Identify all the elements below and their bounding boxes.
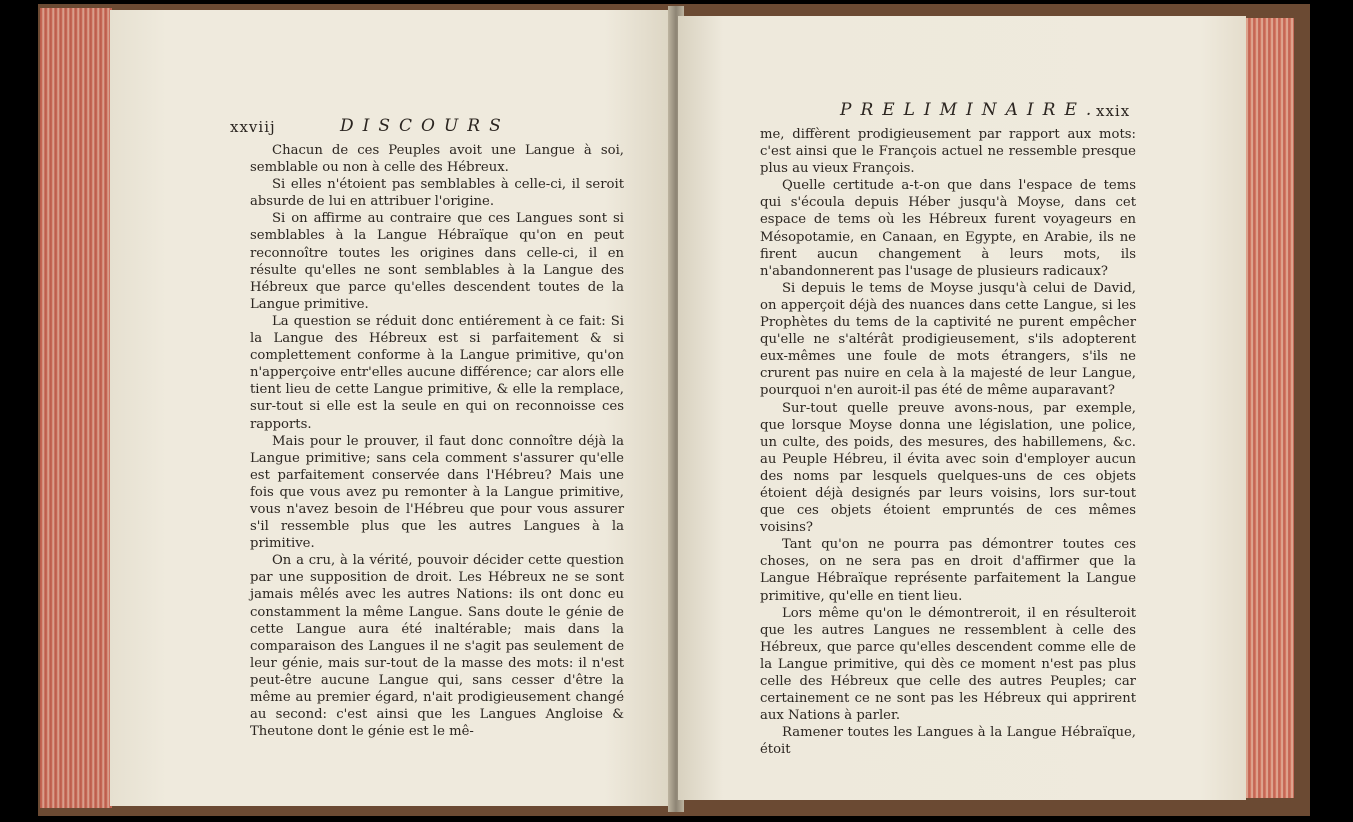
right-page-body [760,126,1136,758]
right-paragraph-7: Ramener toutes les Langues à la Langue Hébraïque, étoit [760,725,1136,758]
left-page-body [250,142,624,740]
left-paragraph-2: Si elles n'étoient pas semblables à celle-ci, il seroit absurde de lui en attribuer l'origine. [250,177,624,210]
right-paragraph-1: me, diffèrent prodigieusement par rapport aux mots: c'est ainsi que le François actuel ne ressemble presque plus au vieux François. [760,127,1136,177]
right-running-title: PRELIMINAIRE. [840,100,1101,120]
page-edges-right [1244,18,1294,798]
right-paragraph-5: Tant qu'on ne pourra pas démontrer toutes ces choses, on ne sera pas en droit d'affirmer que la Langue Hébraïque représente parfaitement la Langue primitive, qu'elle en tient lieu. [760,537,1136,604]
left-running-title: DISCOURS [340,116,510,136]
right-paragraph-4: Sur-tout quelle preuve avons-nous, par exemple, que lorsque Moyse donna une législation, une police, un culte, des poids, des mesures, des habillemens, &c. au Peuple Hébreu, il évita avec soin d'employer aucun des noms par lesquels quelques-uns de ces objets étoient déjà designés par leurs voisins, lors sur-tout que ces objets étoient empruntés de ces mêmes voisins? [760,400,1136,536]
left-paragraph-6: On a cru, à la vérité, pouvoir décider cette question par une supposition de droit. Les Hébreux ne se sont jamais mêlés avec les autres Nations: ils ont donc eu constamment la même Langue. Sans doute le génie de cette Langue aura été inaltérable; mais dans la comparaison des Langues il ne s'agit pas seulement de leur génie, mais sur-tout de la masse des mots: il n'est peut-être aucune Langue qui, sans cesser d'être la même au premier égard, n'ait prodigieusement changé au second: c'est ainsi que les Langues Angloise & Theutone dont le génie est le mê- [250,553,624,740]
left-paragraph-3: Si on affirme au contraire que ces Langues sont si semblables à la Langue Hébraïque qu'on en peut reconnoître toutes les origines dans celle-ci, il en résulte qu'elles ne sont semblables à la Langue des Hébreux que parce qu'elles descendent toutes de la Langue primitive. [250,211,624,312]
left-page [110,10,672,806]
right-page [678,16,1246,800]
right-page-number: xxix [1096,102,1131,120]
left-paragraph-4: La question se réduit donc entiérement à ce fait: Si la Langue des Hébreux est si parfaitement & si complettement conforme à la Langue primitive, qu'on n'apperçoive entr'elles aucune différence; car alors elle tient lieu de cette Langue primitive, & elle la remplace, sur-tout si elle est la seule en qui on reconnoisse ces rapports. [250,313,624,432]
page-edges-left [40,8,112,808]
left-paragraph-1: Chacun de ces Peuples avoit une Langue à soi, semblable ou non à celle des Hébreux. [250,143,624,176]
right-paragraph-2: Quelle certitude a-t-on que dans l'espace de tems qui s'écoula depuis Héber jusqu'à Moyse, dans cet espace de tems où les Hébreux furent voyageurs en Mésopotamie, en Canaan, en Egypte, en Arabie, ils ne firent aucun changement à leurs mots, ils n'abandonnerent pas l'usage de plusieurs radicaux? [760,178,1136,279]
left-paragraph-5: Mais pour le prouver, il faut donc connoître déjà la Langue primitive; sans cela comment s'assurer qu'elle est parfaitement conservée dans l'Hébreu? Mais une fois que vous avez pu remonter à la Langue primitive, vous n'avez besoin de l'Hébreu que pour vous assurer s'il ressemble plus que les autres Langues à la primitive. [250,433,624,552]
right-paragraph-3: Si depuis le tems de Moyse jusqu'à celui de David, on apperçoit déjà des nuances dans cette Langue, si les Prophètes du tems de la captivité ne purent empêcher qu'elle ne s'altérât prodigieusement, s'ils adopterent eux-mêmes une foule de mots étrangers, s'ils ne crurent pas nuire en cela à la majesté de leur Langue, pourquoi n'en auroit-il pas été de même auparavant? [760,280,1136,399]
left-page-number: xxviij [230,118,276,136]
right-paragraph-6: Lors même qu'on le démontreroit, il en résulteroit que les autres Langues ne ressemblent à celle des Hébreux, que parce qu'elles descendent comme elle de la Langue primitive, qui dès ce moment n'est pas plus celle des Hébreux que celle des autres Peuples; car certainement ce ne sont pas les Hébreux qui apprirent aux Nations à parler. [760,605,1136,724]
